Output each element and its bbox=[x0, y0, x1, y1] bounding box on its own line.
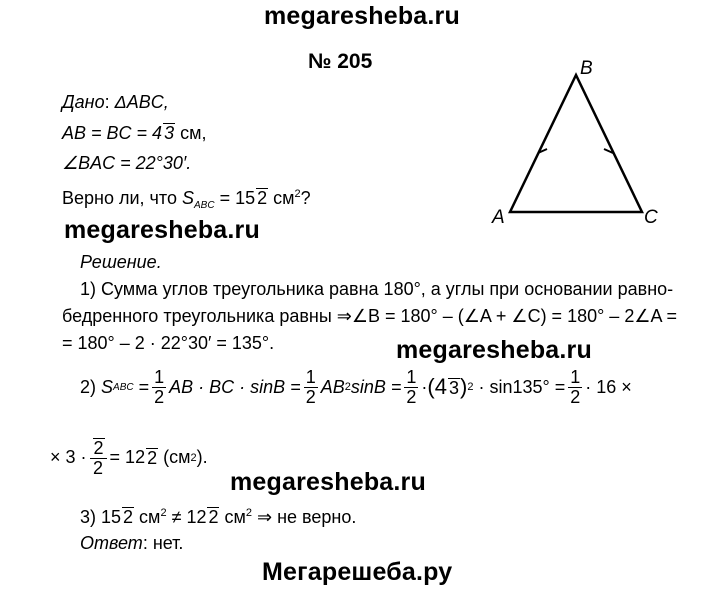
denominator: 2 bbox=[406, 386, 417, 407]
step2-line-2 bbox=[50, 438, 208, 478]
numerator: 1 bbox=[570, 367, 581, 387]
area-subscript: ABC bbox=[194, 200, 215, 211]
fraction-half-4 bbox=[568, 368, 582, 407]
radicand: 2 bbox=[147, 448, 158, 469]
step3-number: 3) 15 bbox=[80, 507, 122, 527]
unit-cm: (см bbox=[163, 447, 191, 468]
answer-label: Ответ bbox=[80, 533, 143, 553]
given-line-3: ∠BAC = 22°30′. bbox=[62, 153, 192, 173]
given-line-1: Дано: ΔABC, bbox=[62, 92, 169, 112]
unit-close: ). bbox=[196, 447, 208, 468]
dot: · bbox=[421, 376, 428, 397]
given-label: Дано bbox=[62, 92, 105, 112]
triangle-figure bbox=[480, 55, 670, 235]
given-line-2 bbox=[62, 123, 206, 144]
superscript: 2 bbox=[294, 188, 301, 200]
sqrt-2 bbox=[122, 507, 134, 526]
radicand: 3 bbox=[448, 377, 459, 398]
times-3: × 3 · bbox=[50, 447, 87, 468]
area-symbol: S bbox=[182, 188, 195, 208]
denominator: 2 bbox=[154, 386, 165, 407]
watermark-top: megaresheba.ru bbox=[264, 2, 460, 30]
equals: = bbox=[138, 376, 150, 397]
superscript: 2 bbox=[467, 381, 474, 394]
fraction-half bbox=[152, 368, 166, 407]
watermark-4: megaresheba.ru bbox=[230, 468, 426, 496]
area-symbol: S bbox=[101, 376, 114, 397]
step2-number: 2) bbox=[80, 376, 97, 397]
given-triangle: ΔABC, bbox=[114, 92, 169, 112]
fraction-half-2 bbox=[304, 368, 318, 407]
sinb: sinB = bbox=[350, 376, 402, 397]
sin135: · sin135° = bbox=[478, 376, 566, 397]
numerator: 1 bbox=[305, 367, 316, 387]
given-sides: AB = BC = 4 bbox=[62, 123, 163, 143]
equals-12: = 12 bbox=[109, 447, 146, 468]
step3-line bbox=[80, 507, 356, 528]
radicand: 2 bbox=[123, 507, 134, 527]
numerator: 1 bbox=[154, 367, 165, 387]
radicand: 2 bbox=[93, 438, 104, 458]
ab-bc-sinb: AB · BC · sinB = bbox=[169, 376, 301, 397]
sqrt-2 bbox=[256, 188, 268, 207]
not-equal-12: ≠ 12 bbox=[166, 507, 207, 527]
sqrt-3 bbox=[448, 378, 460, 397]
sqrt-3 bbox=[163, 123, 175, 142]
question-text: Верно ли, что bbox=[62, 188, 177, 208]
vertex-label-c: C bbox=[644, 207, 658, 228]
step1-line-3: = 180° – 2 · 22°30′ = 135°. bbox=[62, 333, 275, 353]
unit-cm: см bbox=[134, 507, 161, 527]
numerator bbox=[90, 438, 107, 459]
superscript: 2 bbox=[344, 381, 351, 394]
answer-text: : нет. bbox=[142, 533, 184, 553]
denominator: 2 bbox=[570, 386, 581, 407]
solution-label: Решение. bbox=[80, 252, 162, 272]
answer-line bbox=[80, 533, 183, 554]
paren-four: (4 bbox=[427, 374, 447, 400]
denominator: 2 bbox=[305, 386, 316, 407]
step2-line-1 bbox=[80, 368, 632, 407]
fraction-half-3 bbox=[404, 368, 418, 407]
times-16: · 16 × bbox=[585, 376, 632, 397]
sqrt-2-b bbox=[207, 507, 219, 526]
triangle-abc bbox=[510, 75, 642, 212]
watermark-2: megaresheba.ru bbox=[64, 216, 260, 244]
unit-cm: см, bbox=[175, 123, 207, 143]
unit-cm-b: см bbox=[219, 507, 246, 527]
superscript: 2 bbox=[160, 507, 167, 519]
vertex-label-a: A bbox=[492, 207, 505, 228]
problem-number: № 205 bbox=[308, 50, 373, 73]
denominator: 2 bbox=[93, 457, 104, 478]
radicand: 3 bbox=[164, 123, 175, 143]
radicand: 2 bbox=[257, 188, 268, 208]
step1-line-1: 1) Сумма углов треугольника равна 180°, а углы при основании равно- bbox=[80, 279, 674, 299]
paren-close: ) bbox=[459, 374, 468, 400]
conclusion: ⇒ не верно. bbox=[252, 507, 357, 527]
watermark-bottom: Мегарешеба.ру bbox=[262, 558, 453, 586]
watermark-3: megaresheba.ru bbox=[396, 336, 592, 364]
sqrt-2-b bbox=[146, 448, 158, 467]
superscript: 2 bbox=[190, 451, 197, 464]
numerator: 1 bbox=[406, 367, 417, 387]
area-subscript: ABC bbox=[113, 381, 134, 393]
fraction-sqrt2-over-2 bbox=[90, 438, 107, 478]
given-question bbox=[62, 188, 311, 211]
radicand: 2 bbox=[208, 507, 219, 527]
vertex-label-b: B bbox=[580, 58, 593, 79]
unit-cm: см bbox=[268, 188, 295, 208]
equals-15: = 15 bbox=[214, 188, 256, 208]
question-mark: ? bbox=[300, 188, 311, 208]
ab-squared: AB bbox=[320, 376, 345, 397]
superscript-b: 2 bbox=[245, 507, 252, 519]
step1-line-2: бедренного треугольника равны ⇒∠B = 180° – (∠A + ∠C) = 180° – 2∠A = bbox=[62, 306, 677, 326]
sqrt-2 bbox=[93, 438, 105, 457]
